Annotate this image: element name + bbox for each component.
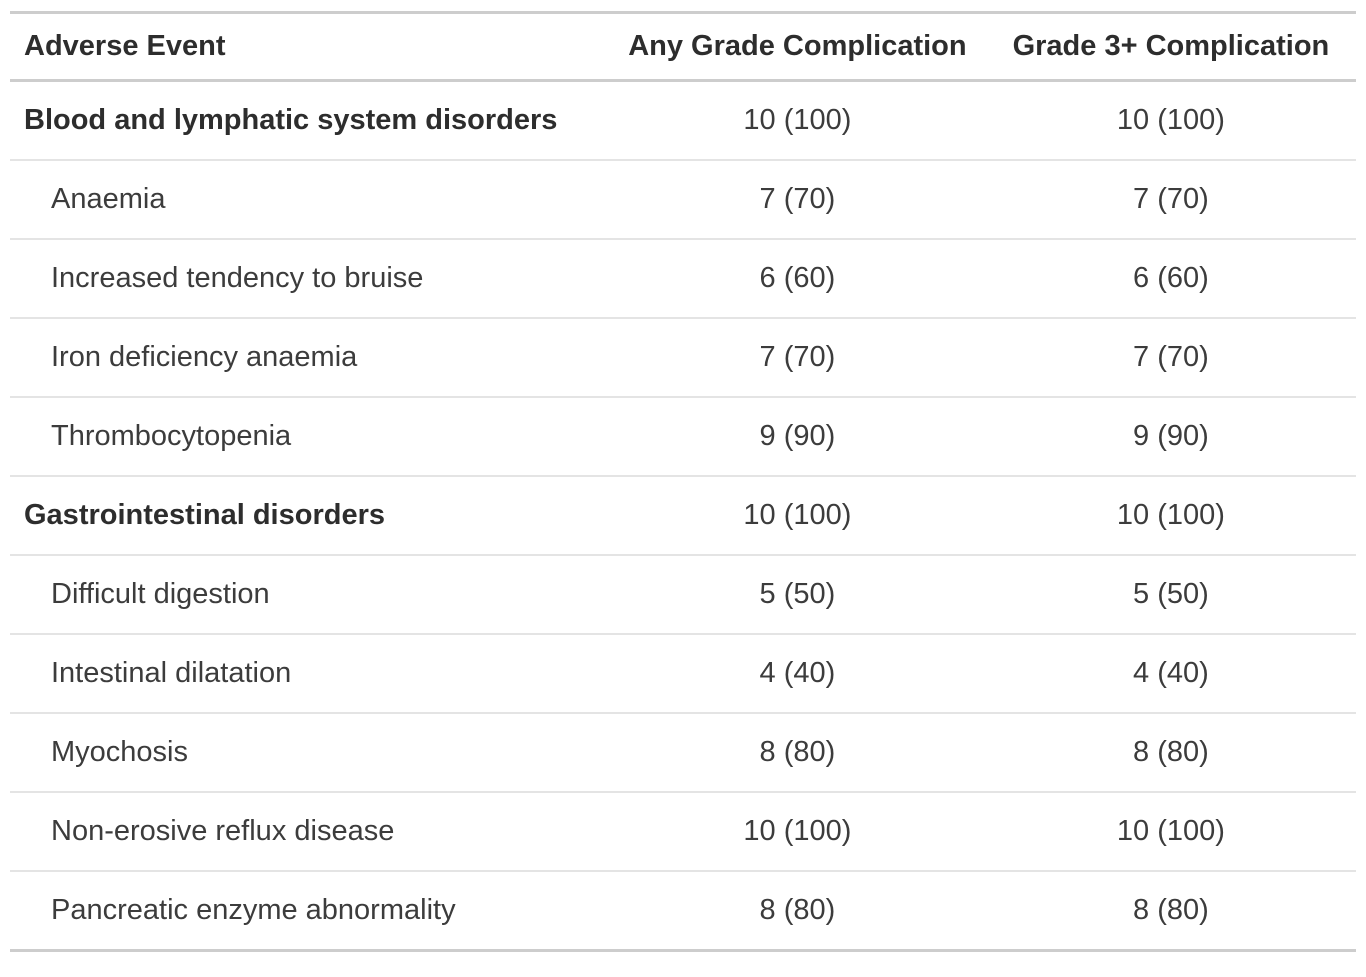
table-row-difficult-digestion [10,555,1356,634]
row-label: Myochosis [51,736,188,768]
grade3plus-value: 8 (80) [1133,894,1209,926]
table-header [10,13,1356,81]
grade3plus-value: 9 (90) [1133,420,1209,452]
row-label: Anaemia [51,183,166,215]
column-header-grade-3-plus-complication: Grade 3+ Complication [1012,30,1330,62]
table-row-group-gastrointestinal [10,476,1356,555]
table-row-myochosis [10,713,1356,792]
row-label: Iron deficiency anaemia [51,341,358,373]
table-row-group-blood-lymphatic [10,81,1356,161]
table-body [10,81,1356,951]
table-row-intestinal-dilatation [10,634,1356,713]
header-row [10,13,1356,81]
any-grade-value: 8 (80) [759,736,836,768]
row-label: Difficult digestion [51,578,270,610]
any-grade-value: 8 (80) [759,894,836,926]
grade3plus-value: 10 (100) [1116,815,1225,847]
row-label: Increased tendency to bruise [51,262,424,294]
any-grade-value: 5 (50) [759,578,836,610]
grade3plus-value: 10 (100) [1116,499,1225,531]
grade3plus-value: 7 (70) [1133,183,1209,215]
any-grade-value: 7 (70) [759,341,836,373]
adverse-events-table [10,11,1356,952]
row-label: Gastrointestinal disorders [24,499,385,531]
any-grade-value: 9 (90) [759,420,836,452]
row-label: Intestinal dilatation [51,657,292,689]
table-row-non-erosive-reflux-disease [10,792,1356,871]
table-row-increased-tendency-to-bruise [10,239,1356,318]
any-grade-value: 6 (60) [759,262,836,294]
column-header-any-grade-complication: Any Grade Complication [628,30,967,62]
row-label: Pancreatic enzyme abnormality [51,894,456,926]
any-grade-value: 10 (100) [743,815,852,847]
column-header-adverse-event: Adverse Event [24,30,226,62]
any-grade-value: 10 (100) [743,499,852,531]
grade3plus-value: 7 (70) [1133,341,1209,373]
table-row-thrombocytopenia [10,397,1356,476]
row-label: Thrombocytopenia [51,420,292,452]
grade3plus-value: 10 (100) [1116,104,1225,136]
table-row-iron-deficiency-anaemia [10,318,1356,397]
row-label: Non-erosive reflux disease [51,815,395,847]
grade3plus-value: 6 (60) [1133,262,1209,294]
grade3plus-value: 4 (40) [1133,657,1209,689]
any-grade-value: 10 (100) [743,104,852,136]
grade3plus-value: 5 (50) [1133,578,1209,610]
any-grade-value: 4 (40) [759,657,836,689]
adverse-events-table-container [10,11,1356,952]
table-row-pancreatic-enzyme-abnormality [10,871,1356,951]
row-label: Blood and lymphatic system disorders [24,104,558,136]
any-grade-value: 7 (70) [759,183,836,215]
table-row-anaemia [10,160,1356,239]
grade3plus-value: 8 (80) [1133,736,1209,768]
